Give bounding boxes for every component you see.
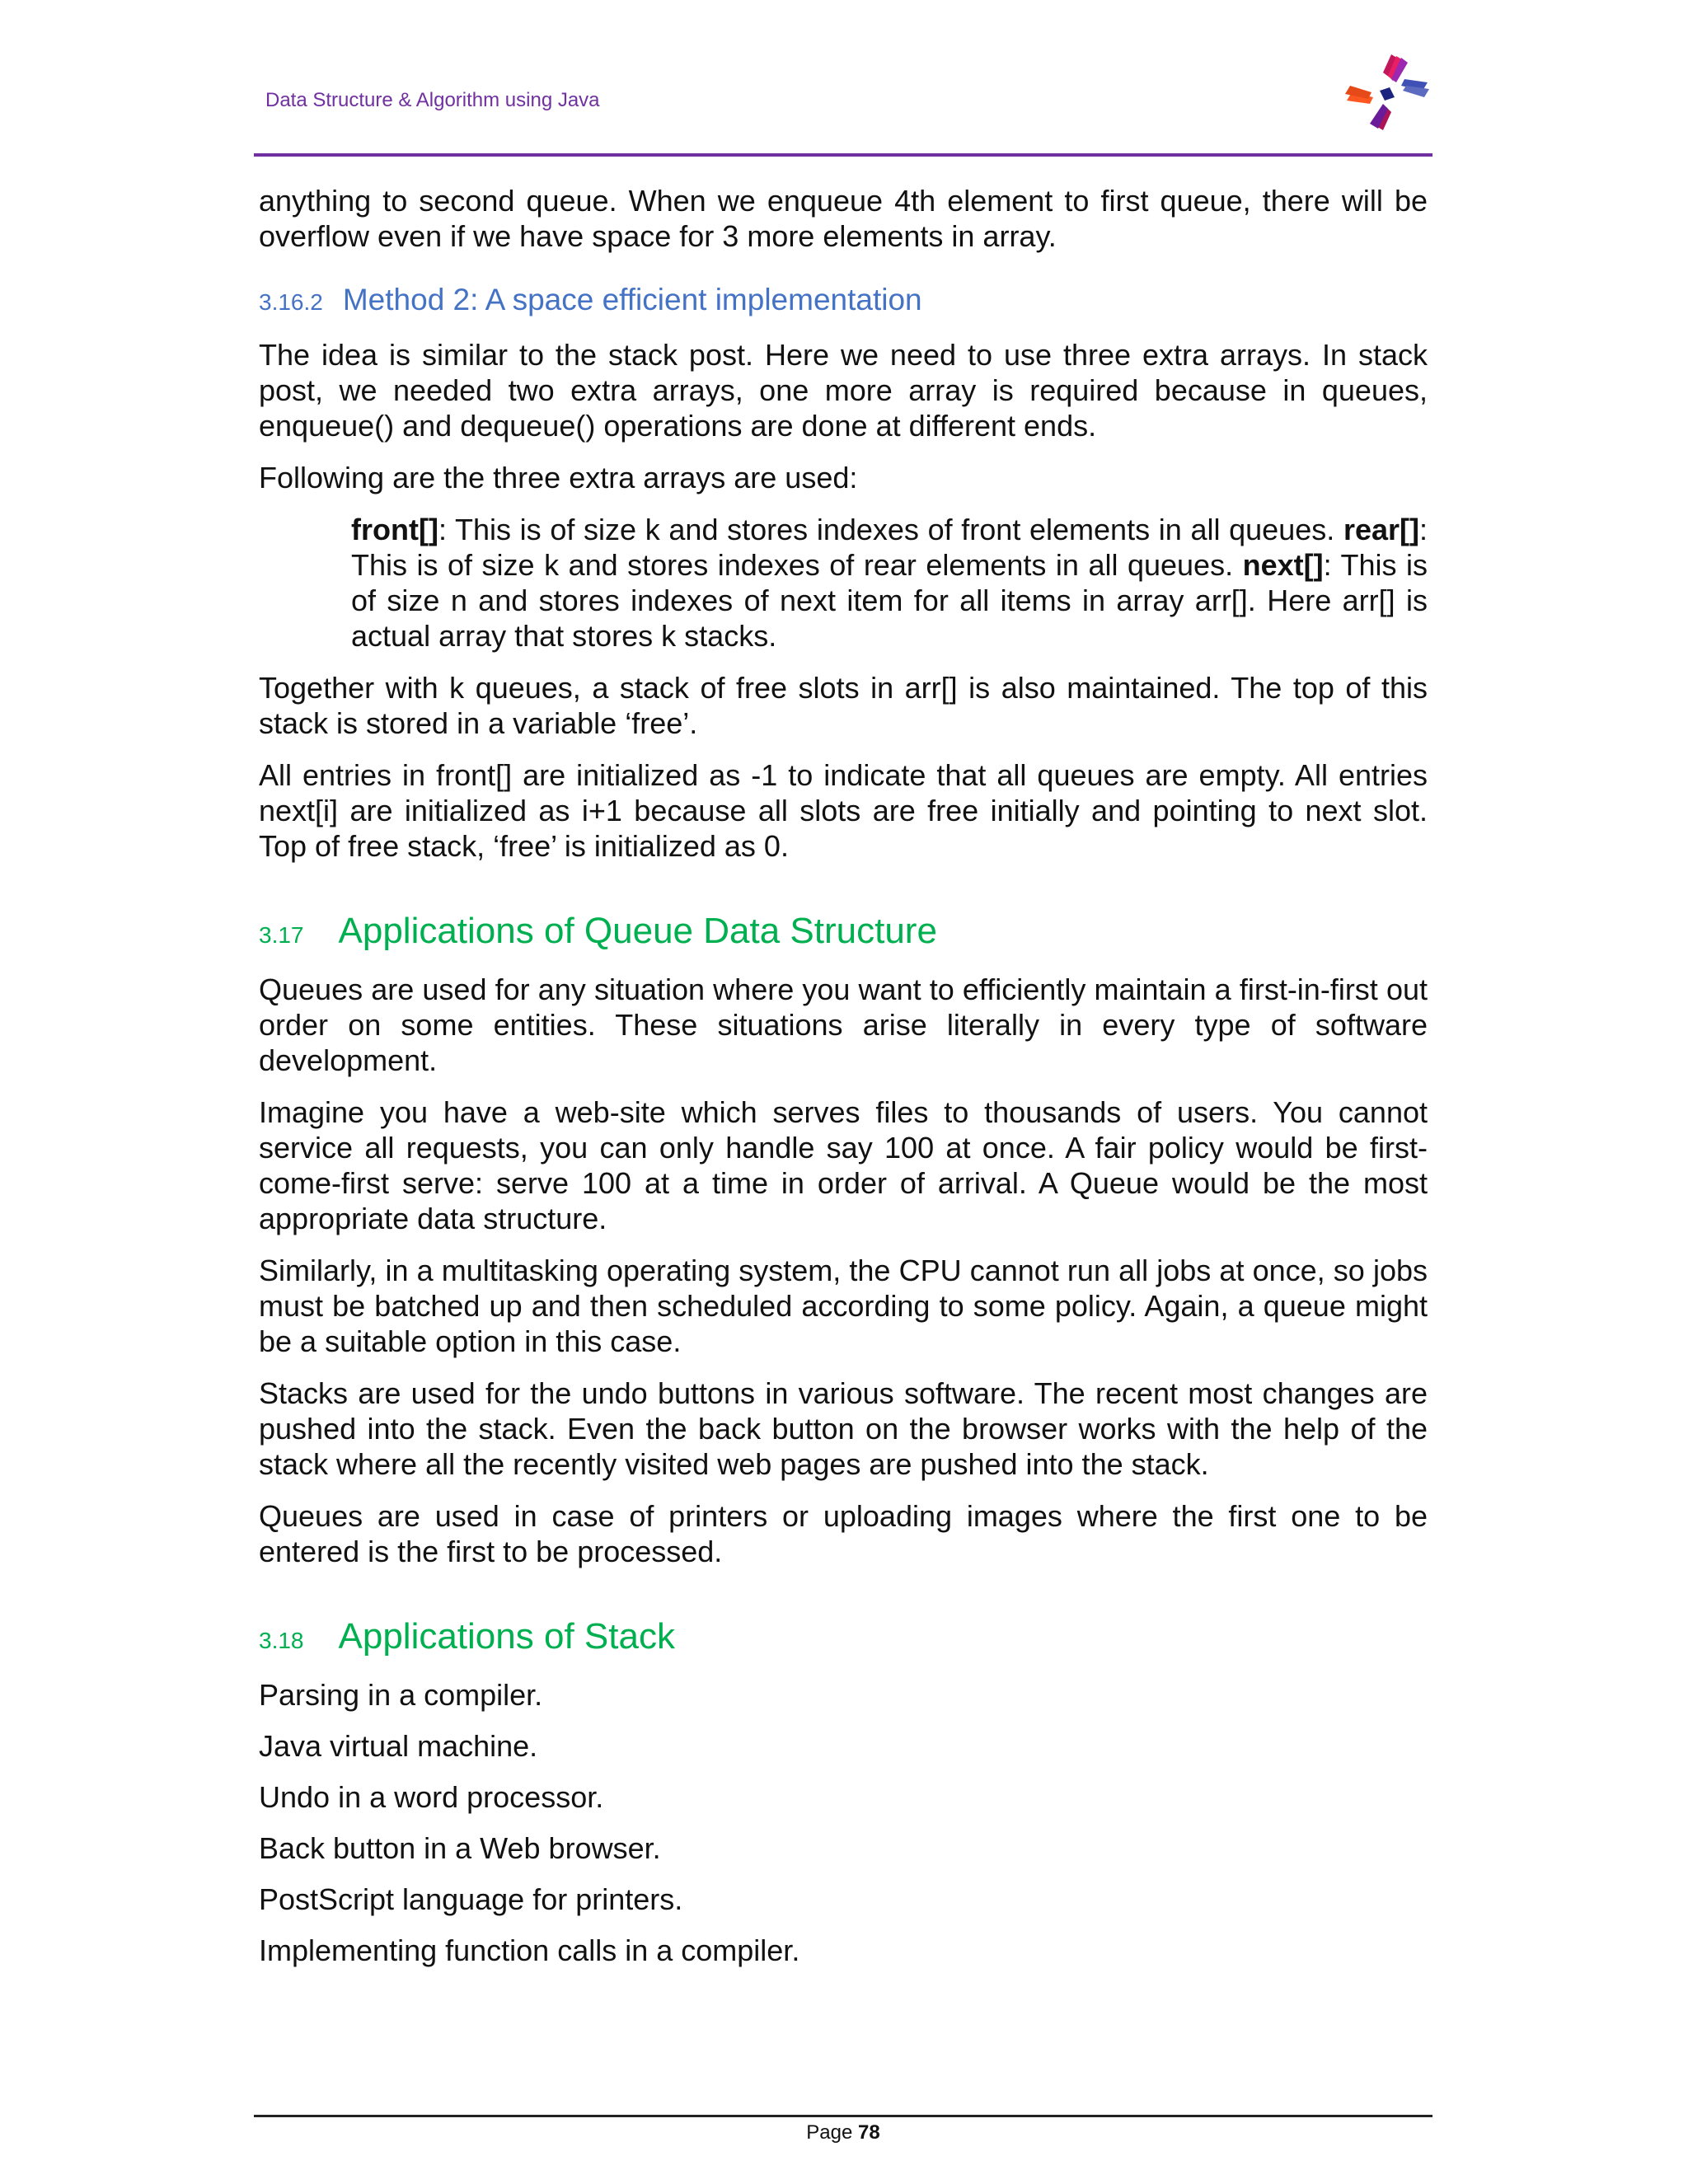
list-item: Undo in a word processor. [259, 1780, 604, 1814]
footer-divider [254, 2115, 1432, 2117]
paragraph: Imagine you have a web-site which serves files to thousands of users. You cannot service all requests, you can only handle say 100 at once. A fair policy would be first-come-first serve: serve 100 at a time in order of arrival. A Queue would be the most appropriate data structure. [259, 1095, 1428, 1235]
paragraph: Similarly, in a multitasking operating system, the CPU cannot run all jobs at once, so jobs must be batched up and then scheduled according to some policy. Again, a queue might be a suitable option in this case. [259, 1254, 1428, 1358]
page-footer [254, 2121, 1432, 2144]
paragraph: All entries in front[] are initialized as -1 to indicate that all queues are empty. All entries next[i] are initialized as i+1 because all slots are free initially and pointing to next slot. Top of free stack, ‘free’ is initialized as 0. [259, 758, 1428, 863]
list-item: PostScript language for printers. [259, 1882, 683, 1916]
definition-text: : This is of size k and stores indexes of front elements in all queues. [438, 513, 1335, 546]
section-number: 3.17 [259, 922, 304, 948]
paragraph: Following are the three extra arrays are used: [259, 461, 858, 494]
section-title: Method 2: A space efficient implementation [342, 283, 922, 316]
list-item: Implementing function calls in a compiler. [259, 1933, 800, 1967]
list-item: Java virtual machine. [259, 1729, 538, 1763]
definition-term: front[] [351, 513, 438, 546]
page-label: Page [806, 2121, 853, 2144]
definition-text: : This is of size n and stores indexes of next item for all items in array arr[]. Here arr[] is actual array that stores k stacks. [351, 548, 1428, 653]
page-content [259, 183, 1428, 1984]
paragraph: Stacks are used for the undo buttons in various software. The recent most changes are pushed into the stack. Even the back button on the browser works with the help of the stack where all the recently visited web pages are pushed into the stack. [259, 1376, 1428, 1481]
pinwheel-logo-icon [1342, 49, 1432, 136]
page-header [254, 49, 1432, 157]
section-title: Applications of Stack [338, 1616, 675, 1657]
paragraph: Queues are used for any situation where you want to efficiently maintain a first-in-first out order on some entities. These situations arise literally in every type of software development. [259, 972, 1428, 1077]
list-item: Back button in a Web browser. [259, 1831, 661, 1865]
section-heading-3-18 [259, 1615, 1428, 1662]
paragraph: The idea is similar to the stack post. Here we need to use three extra arrays. In stack post, we needed two extra arrays, one more array is required because in queues, enqueue() and dequeue() operations are done at different ends. [259, 338, 1428, 443]
intro-paragraph: anything to second queue. When we enqueue 4th element to first queue, there will be overflow even if we have space for 3 more elements in array. [259, 184, 1428, 253]
section-heading-3-17 [259, 910, 1428, 957]
header-title: Data Structure & Algorithm using Java [265, 89, 600, 111]
definition-term: rear[] [1343, 513, 1419, 546]
header-divider [254, 153, 1432, 157]
paragraph: Together with k queues, a stack of free slots in arr[] is also maintained. The top of this stack is stored in a variable ‘free’. [259, 671, 1428, 740]
paragraph: Queues are used in case of printers or uploading images where the first one to be entered is the first to be processed. [259, 1499, 1428, 1568]
section-heading-3-16-2 [259, 282, 1428, 321]
definition-text: : This is of size k and stores indexes of rear elements in all queues. [351, 513, 1428, 582]
array-definitions [259, 512, 1428, 654]
list-item: Parsing in a compiler. [259, 1678, 543, 1712]
section-number: 3.16.2 [259, 289, 323, 315]
page-number: 78 [858, 2121, 880, 2144]
definition-term: next[] [1242, 548, 1324, 582]
section-number: 3.18 [259, 1628, 304, 1653]
section-title: Applications of Queue Data Structure [338, 911, 937, 951]
